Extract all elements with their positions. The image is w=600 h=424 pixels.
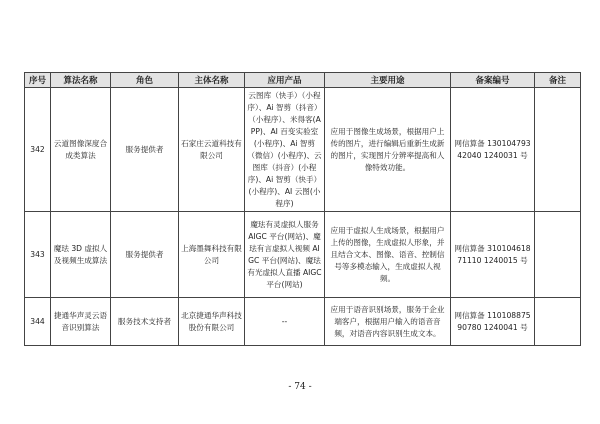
header-filing-number: 备案编号	[451, 73, 535, 88]
header-role: 角色	[111, 73, 179, 88]
table-row	[25, 212, 581, 298]
row-note	[535, 298, 581, 346]
row-products: --	[245, 298, 325, 346]
row-filing-number: 网信算备 31010461871110 1240015 号	[451, 212, 535, 298]
table-row	[25, 88, 581, 212]
algorithm-filing-table	[24, 72, 581, 346]
row-index: 343	[25, 212, 51, 298]
row-index: 342	[25, 88, 51, 212]
header-note: 备注	[535, 73, 581, 88]
row-products: 魔珐有灵虚拟人服务 AIGC 平台(网站)、魔珐有言虚拟人视频 AIGC 平台(网站)、魔珐有光虚拟人直播 AIGC 平台(网站)	[245, 212, 325, 298]
row-purpose: 应用于虚拟人生成场景，根据用户上传的图像，生成虚拟人形象，并且结合文本、图像、语音、控制信号等多模态输入，生成虚拟人视频。	[325, 212, 451, 298]
row-filing-number: 网信算备 13010479342040 1240031 号	[451, 88, 535, 212]
header-index: 序号	[25, 73, 51, 88]
row-entity: 上海墨舞科技有限公司	[179, 212, 245, 298]
table-row	[25, 298, 581, 346]
row-purpose: 应用于语音识别场景，服务于企业端客户，根据用户输入的语音音频，对语音内容识别生成文本。	[325, 298, 451, 346]
row-algorithm-name: 云道图像深度合成类算法	[51, 88, 111, 212]
row-entity: 石家庄云道科技有限公司	[179, 88, 245, 212]
row-entity: 北京捷通华声科技股份有限公司	[179, 298, 245, 346]
header-algorithm-name: 算法名称	[51, 73, 111, 88]
header-products: 应用产品	[245, 73, 325, 88]
row-algorithm-name: 捷通华声灵云语音识别算法	[51, 298, 111, 346]
row-role: 服务技术支持者	[111, 298, 179, 346]
row-role: 服务提供者	[111, 212, 179, 298]
row-purpose: 应用于图像生成场景，根据用户上传的图片，进行编辑后重新生成新的图片，实现图片分辨率提高和人像特效功能。	[325, 88, 451, 212]
row-products: 云图库（快手）（小程序）、Ai 智剪（抖音）（小程序）、米得客(APP)、AI 百变实验室(小程序)、Ai 智剪（微信）(小程序)、云图库（抖音）(小程序)、Ai 智剪（快手）(小程序)、AI 云图(小程序)	[245, 88, 325, 212]
header-purpose: 主要用途	[325, 73, 451, 88]
row-index: 344	[25, 298, 51, 346]
table-header-row	[25, 73, 581, 88]
row-note	[535, 212, 581, 298]
header-entity: 主体名称	[179, 73, 245, 88]
row-algorithm-name: 魔珐 3D 虚拟人及视频生成算法	[51, 212, 111, 298]
page-number: - 74 -	[288, 382, 312, 392]
row-note	[535, 88, 581, 212]
row-role: 服务提供者	[111, 88, 179, 212]
row-filing-number: 网信算备 11010887590780 1240041 号	[451, 298, 535, 346]
